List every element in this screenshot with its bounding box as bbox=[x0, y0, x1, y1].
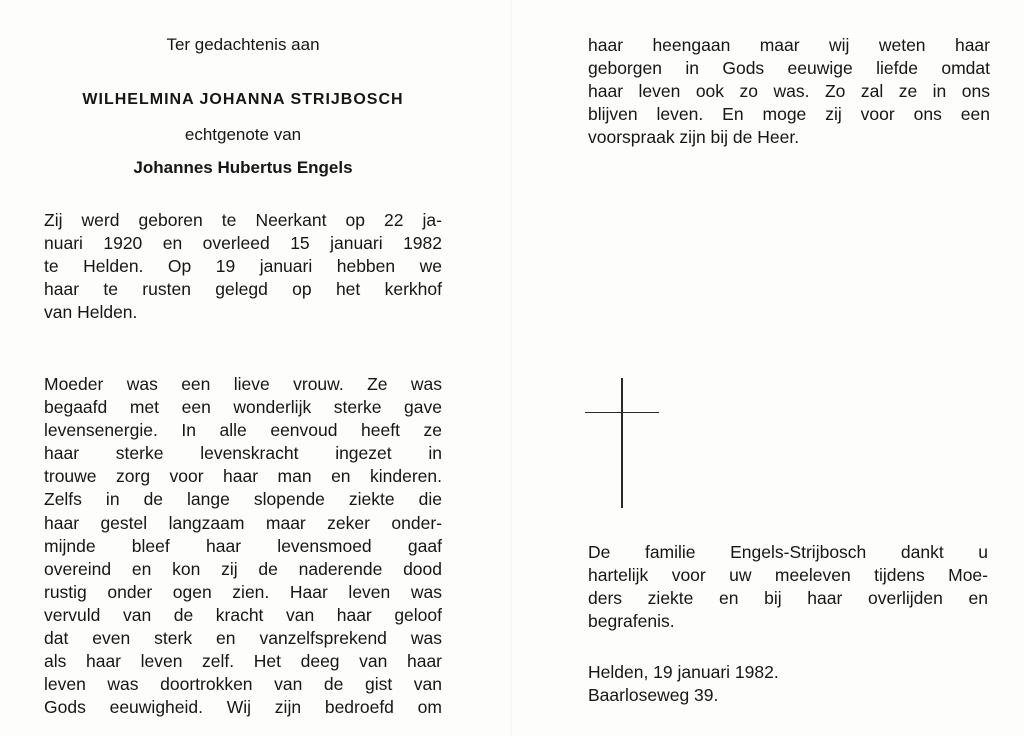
intro-text: Ter gedachtenis aan bbox=[166, 35, 320, 54]
paragraph-line: trouwe zorg voor haar man en kinderen. bbox=[44, 466, 442, 487]
paragraph-line: levensenergie. In alle eenvoud heeft ze bbox=[44, 420, 442, 441]
spouse-label: echtgenote van bbox=[184, 125, 302, 144]
paragraph-line: te Helden. Op 19 januari hebben we bbox=[44, 256, 442, 277]
paragraph-line: geborgen in Gods eeuwige liefde omdat bbox=[588, 58, 990, 79]
paragraph-line: haar gestel langzaam maar zeker onder- bbox=[44, 512, 442, 533]
place-date: Helden, 19 januari 1982. bbox=[588, 662, 779, 682]
place-date-block bbox=[588, 661, 888, 707]
paragraph-line: De familie Engels-Strijbosch dankt u bbox=[588, 542, 988, 562]
paragraph-line: haar heengaan maar wij weten haar bbox=[588, 35, 990, 55]
birth-paragraph bbox=[44, 209, 442, 324]
paragraph-line: haar leven ook zo was. Zo zal ze in ons bbox=[588, 81, 990, 102]
paragraph-line: nuari 1920 en overleed 15 januari 1982 bbox=[44, 233, 442, 254]
paragraph-line: vervuld van de kracht van haar geloof bbox=[44, 604, 442, 625]
paragraph-line: blijven leven. En moge zij voor ons een bbox=[588, 104, 990, 125]
paragraph-line: als haar leven zelf. Het deeg van haar bbox=[44, 651, 442, 672]
cross-horizontal-bar bbox=[585, 412, 659, 413]
paragraph-line: overeind en kon zij de naderende dood bbox=[44, 558, 442, 579]
deceased-name: WILHELMINA JOHANNA STRIJBOSCH bbox=[82, 91, 404, 108]
address: Baarloseweg 39. bbox=[588, 685, 719, 706]
continuation-paragraph bbox=[588, 34, 990, 149]
mother-paragraph bbox=[44, 373, 442, 719]
paragraph-line: mijnde bleef haar levensmoed gaaf bbox=[44, 535, 442, 556]
right-page bbox=[512, 0, 1024, 736]
paragraph-line: voorspraak zijn bij de Heer. bbox=[588, 127, 800, 148]
paragraph-line: dat even sterk en vanzelfsprekend was bbox=[44, 628, 442, 649]
paragraph-line: rustig onder ogen zien. Haar leven was bbox=[44, 581, 442, 602]
paragraph-line: haar sterke levenskracht ingezet in bbox=[44, 443, 442, 464]
paragraph-line: begrafenis. bbox=[588, 611, 675, 632]
paragraph-line: haar te rusten gelegd op het kerkhof bbox=[44, 279, 442, 300]
paragraph-line: Gods eeuwigheid. Wij zijn bedroefd om bbox=[44, 697, 442, 718]
paragraph-line: leven was doortrokken van de gist van bbox=[44, 674, 442, 695]
paragraph-line: Zij werd geboren te Neerkant op 22 ja- bbox=[44, 210, 442, 230]
paragraph-line: Moeder was een lieve vrouw. Ze was bbox=[44, 374, 442, 394]
paragraph-line: Zelfs in de lange slopende ziekte die bbox=[44, 489, 442, 510]
paragraph-line: begaafd met een wonderlijk sterke gave bbox=[44, 397, 442, 418]
paragraph-line: ders ziekte en bij haar overlijden en bbox=[588, 588, 988, 609]
spouse-name: Johannes Hubertus Engels bbox=[133, 158, 353, 177]
paragraph-line: hartelijk voor uw meeleven tijdens Moe- bbox=[588, 565, 988, 586]
paragraph-line: van Helden. bbox=[44, 302, 138, 323]
thanks-paragraph bbox=[588, 541, 988, 633]
cross-vertical-bar bbox=[621, 378, 623, 508]
